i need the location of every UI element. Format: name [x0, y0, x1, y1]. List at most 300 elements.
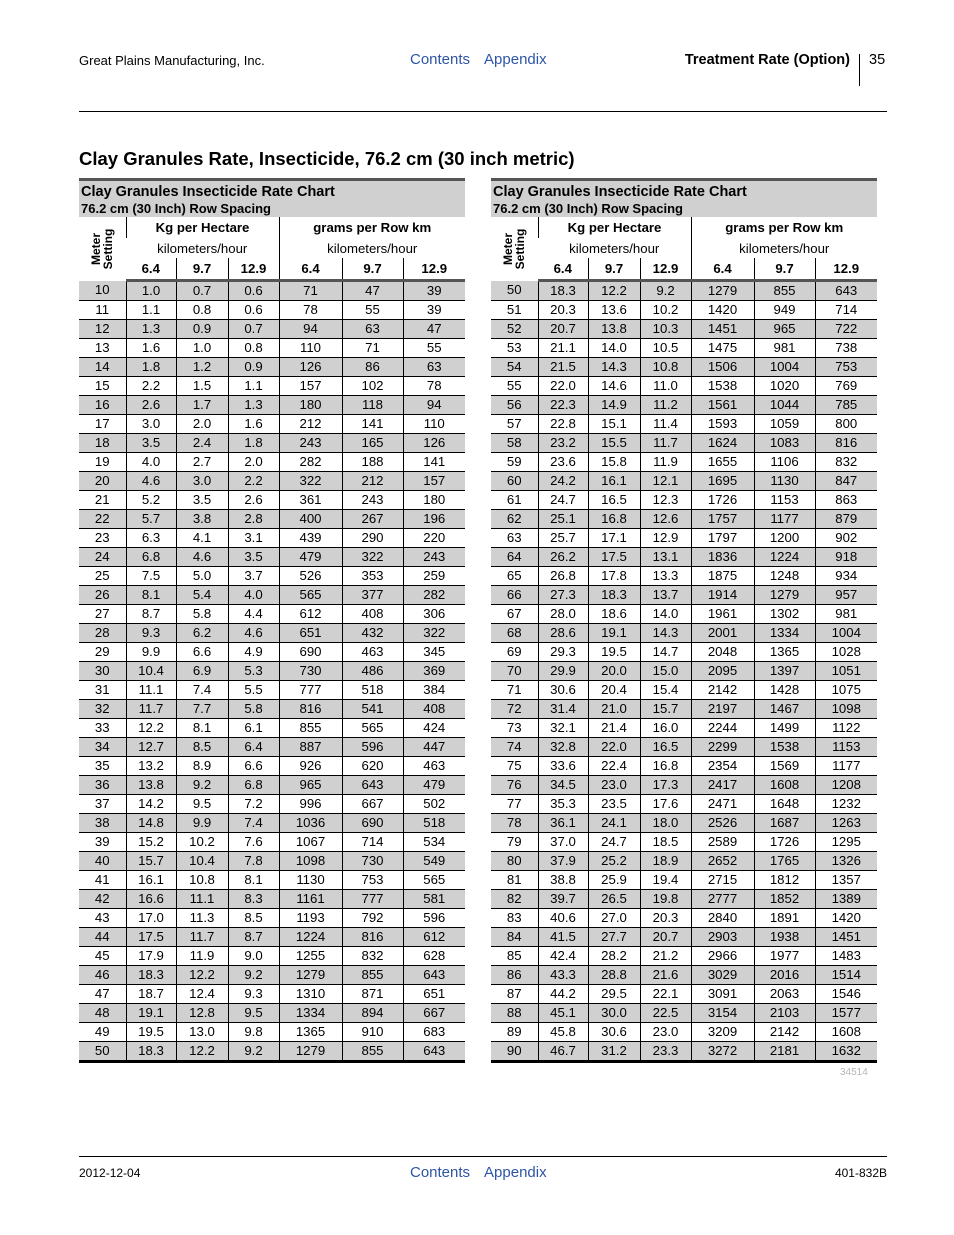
meter-setting-cell: 50 — [79, 1042, 126, 1062]
table-row — [79, 928, 465, 947]
rate-cell: 212 — [279, 415, 342, 434]
rate-cell: 37.0 — [538, 833, 588, 852]
meter-setting-cell: 90 — [491, 1042, 538, 1062]
rate-cell: 3.0 — [126, 415, 176, 434]
rate-cell: 4.1 — [176, 529, 228, 548]
rate-cell: 9.2 — [228, 1042, 279, 1062]
rate-cell: 690 — [342, 814, 403, 833]
rate-cell: 871 — [342, 985, 403, 1004]
rate-cell: 565 — [342, 719, 403, 738]
rate-cell: 1020 — [754, 377, 815, 396]
rate-cell: 23.3 — [640, 1042, 691, 1062]
rate-cell: 16.8 — [588, 510, 640, 529]
rate-cell: 2.7 — [176, 453, 228, 472]
rate-cell: 24.7 — [588, 833, 640, 852]
rate-cell: 19.1 — [126, 1004, 176, 1023]
rate-cell: 9.9 — [176, 814, 228, 833]
table-row — [491, 833, 877, 852]
meter-setting-cell: 66 — [491, 586, 538, 605]
rate-cell: 14.9 — [588, 396, 640, 415]
rate-cell: 15.4 — [640, 681, 691, 700]
rate-cell: 11.1 — [126, 681, 176, 700]
rate-cell: 3.8 — [176, 510, 228, 529]
rate-cell: 7.8 — [228, 852, 279, 871]
table-row — [79, 1023, 465, 1042]
rate-cell: 847 — [815, 472, 877, 491]
rate-cell: 11.7 — [640, 434, 691, 453]
table-row — [491, 719, 877, 738]
meter-setting-cell: 19 — [79, 453, 126, 472]
meter-setting-cell: 38 — [79, 814, 126, 833]
meter-setting-cell: 12 — [79, 320, 126, 339]
meter-setting-cell: 62 — [491, 510, 538, 529]
table-row — [79, 491, 465, 510]
rate-cell: 13.3 — [640, 567, 691, 586]
rate-cell: 1177 — [754, 510, 815, 529]
rate-cell: 16.1 — [126, 871, 176, 890]
rate-cell: 45.8 — [538, 1023, 588, 1042]
rate-cell: 581 — [403, 890, 465, 909]
speed-header: 12.9 — [228, 258, 279, 281]
rate-cell: 2354 — [691, 757, 754, 776]
meter-setting-cell: 56 — [491, 396, 538, 415]
table-row — [491, 415, 877, 434]
rate-cell: 13.1 — [640, 548, 691, 567]
meter-setting-cell: 16 — [79, 396, 126, 415]
rate-cell: 2016 — [754, 966, 815, 985]
rate-cell: 0.8 — [228, 339, 279, 358]
table-row — [79, 453, 465, 472]
meter-setting-cell: 65 — [491, 567, 538, 586]
rate-cell: 290 — [342, 529, 403, 548]
speed-unit-label: kilometers/hour — [569, 240, 660, 256]
rate-cell: 23.5 — [588, 795, 640, 814]
table-row — [79, 643, 465, 662]
rate-cell: 377 — [342, 586, 403, 605]
rate-cell: 78 — [403, 377, 465, 396]
rate-cell: 2001 — [691, 624, 754, 643]
rate-cell: 11.0 — [640, 377, 691, 396]
rate-cell: 1467 — [754, 700, 815, 719]
rate-cell: 981 — [815, 605, 877, 624]
contents-link[interactable]: Contents — [410, 51, 471, 68]
rate-cell: 15.7 — [126, 852, 176, 871]
rate-cell: 11.9 — [640, 453, 691, 472]
rate-cell: 894 — [342, 1004, 403, 1023]
rate-cell: 8.3 — [228, 890, 279, 909]
rate-cell: 9.0 — [228, 947, 279, 966]
speed-header: 12.9 — [815, 258, 877, 281]
meter-setting-cell: 27 — [79, 605, 126, 624]
rate-cell: 5.0 — [176, 567, 228, 586]
table-row — [491, 662, 877, 681]
chart-header — [491, 178, 877, 217]
rate-cell: 2299 — [691, 738, 754, 757]
table-row — [491, 776, 877, 795]
meter-setting-cell: 87 — [491, 985, 538, 1004]
rate-cell: 6.6 — [228, 757, 279, 776]
rate-cell: 439 — [279, 529, 342, 548]
rate-cell: 12.2 — [176, 1042, 228, 1062]
rate-cell: 816 — [342, 928, 403, 947]
rate-cell: 447 — [403, 738, 465, 757]
meter-setting-cell: 18 — [79, 434, 126, 453]
rate-cell: 361 — [279, 491, 342, 510]
rate-cell: 1.0 — [126, 281, 176, 301]
table-row — [491, 947, 877, 966]
table-row — [491, 700, 877, 719]
rate-cell: 1726 — [754, 833, 815, 852]
table-row — [79, 339, 465, 358]
rate-cell: 2471 — [691, 795, 754, 814]
table-row — [491, 529, 877, 548]
rate-cell: 42.4 — [538, 947, 588, 966]
rate-cell: 86 — [342, 358, 403, 377]
rate-cell: 518 — [403, 814, 465, 833]
rate-cell: 1106 — [754, 453, 815, 472]
table-row — [491, 396, 877, 415]
rate-cell: 26.8 — [538, 567, 588, 586]
table-row — [491, 985, 877, 1004]
rate-cell: 15.2 — [126, 833, 176, 852]
appendix-link[interactable]: Appendix — [484, 51, 547, 68]
table-row — [491, 377, 877, 396]
rate-cell: 10.5 — [640, 339, 691, 358]
rate-cell: 1224 — [279, 928, 342, 947]
meter-setting-cell: 74 — [491, 738, 538, 757]
rate-cell: 2.8 — [228, 510, 279, 529]
appendix-link[interactable]: Appendix — [484, 1164, 547, 1181]
table-row — [79, 586, 465, 605]
rate-cell: 0.6 — [228, 281, 279, 301]
rate-cell: 141 — [342, 415, 403, 434]
table-row — [491, 358, 877, 377]
rate-cell: 13.2 — [126, 757, 176, 776]
rate-cell: 1130 — [754, 472, 815, 491]
speed-unit-label: kilometers/hour — [157, 240, 248, 256]
table-row — [491, 814, 877, 833]
rate-cell: 792 — [342, 909, 403, 928]
table-row — [79, 776, 465, 795]
rate-cell: 34.5 — [538, 776, 588, 795]
table-row — [79, 852, 465, 871]
table-row — [491, 757, 877, 776]
rate-cell: 7.4 — [176, 681, 228, 700]
rate-cell: 1.1 — [126, 301, 176, 320]
rate-cell: 10.8 — [640, 358, 691, 377]
rate-cell: 188 — [342, 453, 403, 472]
rate-cell: 6.1 — [228, 719, 279, 738]
rate-cell: 126 — [279, 358, 342, 377]
meter-setting-cell: 35 — [79, 757, 126, 776]
rate-cell: 2526 — [691, 814, 754, 833]
rate-cell: 7.4 — [228, 814, 279, 833]
rate-cell: 2.0 — [228, 453, 279, 472]
rate-cell: 18.9 — [640, 852, 691, 871]
rate-cell: 753 — [815, 358, 877, 377]
rate-cell: 1655 — [691, 453, 754, 472]
rate-cell: 1200 — [754, 529, 815, 548]
rate-cell: 12.2 — [126, 719, 176, 738]
rate-cell: 10.8 — [176, 871, 228, 890]
meter-setting-cell: 21 — [79, 491, 126, 510]
rate-cell: 22.1 — [640, 985, 691, 1004]
rate-cell: 463 — [342, 643, 403, 662]
rate-cell: 24.1 — [588, 814, 640, 833]
meter-setting-cell: 63 — [491, 529, 538, 548]
rate-cell: 714 — [342, 833, 403, 852]
rate-cell: 14.6 — [588, 377, 640, 396]
rate-cell: 9.3 — [228, 985, 279, 1004]
rate-cell: 19.1 — [588, 624, 640, 643]
rate-cell: 71 — [279, 281, 342, 301]
rate-cell: 2903 — [691, 928, 754, 947]
rate-cell: 1232 — [815, 795, 877, 814]
rate-cell: 816 — [279, 700, 342, 719]
rate-cell: 9.2 — [228, 966, 279, 985]
rate-cell: 1420 — [815, 909, 877, 928]
table-row — [79, 909, 465, 928]
rate-cell: 2.6 — [126, 396, 176, 415]
rate-cell: 1451 — [691, 320, 754, 339]
meter-setting-cell: 51 — [491, 301, 538, 320]
chart-title: Clay Granules Insecticide Rate Chart — [493, 184, 747, 200]
rate-cell: 651 — [403, 985, 465, 1004]
rate-cell: 345 — [403, 643, 465, 662]
rate-cell: 3029 — [691, 966, 754, 985]
rate-cell: 1357 — [815, 871, 877, 890]
rate-cell: 25.1 — [538, 510, 588, 529]
rate-cell: 965 — [754, 320, 815, 339]
rate-cell: 14.0 — [640, 605, 691, 624]
table-row — [79, 871, 465, 890]
rate-cell: 47 — [342, 281, 403, 301]
rate-cell: 2715 — [691, 871, 754, 890]
rate-cell: 2.2 — [126, 377, 176, 396]
meter-setting-cell: 72 — [491, 700, 538, 719]
meter-setting-cell: 61 — [491, 491, 538, 510]
rate-cell: 10.2 — [176, 833, 228, 852]
rate-cell: 714 — [815, 301, 877, 320]
rate-cell: 1.6 — [126, 339, 176, 358]
rate-cell: 2095 — [691, 662, 754, 681]
rate-cell: 1365 — [754, 643, 815, 662]
rate-cell: 6.2 — [176, 624, 228, 643]
meter-setting-cell: 22 — [79, 510, 126, 529]
rate-cell: 2.0 — [176, 415, 228, 434]
rate-cell: 6.3 — [126, 529, 176, 548]
rate-cell: 0.6 — [228, 301, 279, 320]
meter-setting-cell: 76 — [491, 776, 538, 795]
rate-cell: 816 — [815, 434, 877, 453]
meter-setting-cell: 88 — [491, 1004, 538, 1023]
rate-cell: 30.6 — [588, 1023, 640, 1042]
rate-cell: 769 — [815, 377, 877, 396]
rate-cell: 565 — [403, 871, 465, 890]
rate-cell: 1.8 — [228, 434, 279, 453]
rate-cell: 934 — [815, 567, 877, 586]
rate-cell: 2417 — [691, 776, 754, 795]
rate-cell: 40.6 — [538, 909, 588, 928]
rate-cell: 13.6 — [588, 301, 640, 320]
rate-cell: 24.7 — [538, 491, 588, 510]
rate-cell: 1546 — [815, 985, 877, 1004]
table-row — [491, 491, 877, 510]
rate-cell: 1334 — [279, 1004, 342, 1023]
meter-setting-cell: 20 — [79, 472, 126, 491]
rate-cell: 1.0 — [176, 339, 228, 358]
rate-cell: 18.5 — [640, 833, 691, 852]
rate-cell: 20.3 — [538, 301, 588, 320]
rate-cell: 10.3 — [640, 320, 691, 339]
chart-subtitle: 76.2 cm (30 Inch) Row Spacing — [493, 201, 683, 216]
meter-setting-cell: 24 — [79, 548, 126, 567]
rate-cell: 4.6 — [126, 472, 176, 491]
meter-label: Meter — [501, 232, 516, 265]
page-title: Clay Granules Rate, Insecticide, 76.2 cm (30 inch metric) — [79, 148, 575, 169]
rate-cell: 1389 — [815, 890, 877, 909]
rate-cell: 1875 — [691, 567, 754, 586]
meter-setting-cell: 53 — [491, 339, 538, 358]
rate-cell: 1836 — [691, 548, 754, 567]
rate-cell: 832 — [342, 947, 403, 966]
rate-cell: 12.2 — [588, 281, 640, 301]
rate-cell: 55 — [403, 339, 465, 358]
meter-setting-cell: 84 — [491, 928, 538, 947]
rate-cell: 565 — [279, 586, 342, 605]
table-row — [491, 681, 877, 700]
rate-cell: 10.2 — [640, 301, 691, 320]
rate-cell: 518 — [342, 681, 403, 700]
table-row — [491, 281, 877, 301]
company-name: Great Plains Manufacturing, Inc. — [79, 53, 265, 68]
rate-cell: 20.3 — [640, 909, 691, 928]
rate-cell: 102 — [342, 377, 403, 396]
rate-cell: 879 — [815, 510, 877, 529]
rate-cell: 9.2 — [640, 281, 691, 301]
table-row — [79, 396, 465, 415]
rate-cell: 14.3 — [588, 358, 640, 377]
rate-cell: 777 — [342, 890, 403, 909]
rate-cell: 23.0 — [588, 776, 640, 795]
table-row — [79, 415, 465, 434]
rate-cell: 730 — [279, 662, 342, 681]
rate-cell: 24.2 — [538, 472, 588, 491]
meter-setting-cell: 23 — [79, 529, 126, 548]
rate-cell: 1208 — [815, 776, 877, 795]
rate-cell: 19.8 — [640, 890, 691, 909]
table-row — [491, 434, 877, 453]
rate-cell: 5.4 — [176, 586, 228, 605]
rate-cell: 21.6 — [640, 966, 691, 985]
rate-cell: 1279 — [754, 586, 815, 605]
rate-cell: 463 — [403, 757, 465, 776]
rate-cell: 20.7 — [538, 320, 588, 339]
speed-header: 6.4 — [538, 258, 588, 281]
rate-cell: 180 — [403, 491, 465, 510]
rate-cell: 2589 — [691, 833, 754, 852]
rate-cell: 1098 — [815, 700, 877, 719]
rate-cell: 12.2 — [176, 966, 228, 985]
rate-cell: 1483 — [815, 947, 877, 966]
speed-header: 6.4 — [691, 258, 754, 281]
rate-cell: 27.7 — [588, 928, 640, 947]
rate-cell: 18.6 — [588, 605, 640, 624]
rate-cell: 1051 — [815, 662, 877, 681]
rate-cell: 44.2 — [538, 985, 588, 1004]
rate-cell: 1938 — [754, 928, 815, 947]
rate-cell: 28.8 — [588, 966, 640, 985]
header-nav — [410, 51, 561, 68]
rate-cell: 1961 — [691, 605, 754, 624]
rate-cell: 1004 — [815, 624, 877, 643]
rate-cell: 651 — [279, 624, 342, 643]
speed-header: 9.7 — [342, 258, 403, 281]
rate-cell: 8.5 — [176, 738, 228, 757]
rate-cell: 2142 — [754, 1023, 815, 1042]
rate-cell: 1420 — [691, 301, 754, 320]
rate-cell: 9.5 — [176, 795, 228, 814]
rate-cell: 408 — [342, 605, 403, 624]
rate-cell: 2.2 — [228, 472, 279, 491]
rate-cell: 15.8 — [588, 453, 640, 472]
rate-cell: 353 — [342, 567, 403, 586]
rate-cell: 0.9 — [176, 320, 228, 339]
rate-cell: 2063 — [754, 985, 815, 1004]
rate-cell: 14.2 — [126, 795, 176, 814]
rate-cell: 722 — [815, 320, 877, 339]
rate-cell: 21.4 — [588, 719, 640, 738]
rate-cell: 11.9 — [176, 947, 228, 966]
rate-cell: 196 — [403, 510, 465, 529]
table-row — [491, 586, 877, 605]
rate-cell: 157 — [279, 377, 342, 396]
meter-setting-cell: 17 — [79, 415, 126, 434]
rate-cell: 832 — [815, 453, 877, 472]
rate-cell: 27.3 — [538, 586, 588, 605]
rate-cell: 0.9 — [228, 358, 279, 377]
table-row — [79, 947, 465, 966]
rate-cell: 8.7 — [228, 928, 279, 947]
rate-cell: 5.7 — [126, 510, 176, 529]
rate-cell: 1538 — [691, 377, 754, 396]
rate-cell: 1279 — [279, 966, 342, 985]
rate-cell: 5.5 — [228, 681, 279, 700]
rate-cell: 1569 — [754, 757, 815, 776]
rate-cell: 902 — [815, 529, 877, 548]
rate-cell: 20.7 — [640, 928, 691, 947]
rate-cell: 19.5 — [126, 1023, 176, 1042]
rate-cell: 19.5 — [588, 643, 640, 662]
meter-setting-cell: 30 — [79, 662, 126, 681]
rate-cell: 13.7 — [640, 586, 691, 605]
rate-cell: 13.8 — [126, 776, 176, 795]
rate-cell: 1004 — [754, 358, 815, 377]
meter-setting-cell: 67 — [491, 605, 538, 624]
rate-cell: 855 — [342, 966, 403, 985]
rate-cell: 11.7 — [176, 928, 228, 947]
contents-link[interactable]: Contents — [410, 1164, 471, 1181]
rate-cell: 1098 — [279, 852, 342, 871]
meter-setting-cell: 15 — [79, 377, 126, 396]
speed-header: 12.9 — [640, 258, 691, 281]
table-row — [79, 833, 465, 852]
rate-cell: 30.0 — [588, 1004, 640, 1023]
rate-cell: 17.5 — [588, 548, 640, 567]
rate-cell: 4.6 — [228, 624, 279, 643]
meter-setting-cell: 59 — [491, 453, 538, 472]
grams-per-row-km-header: grams per Row km — [279, 217, 465, 238]
